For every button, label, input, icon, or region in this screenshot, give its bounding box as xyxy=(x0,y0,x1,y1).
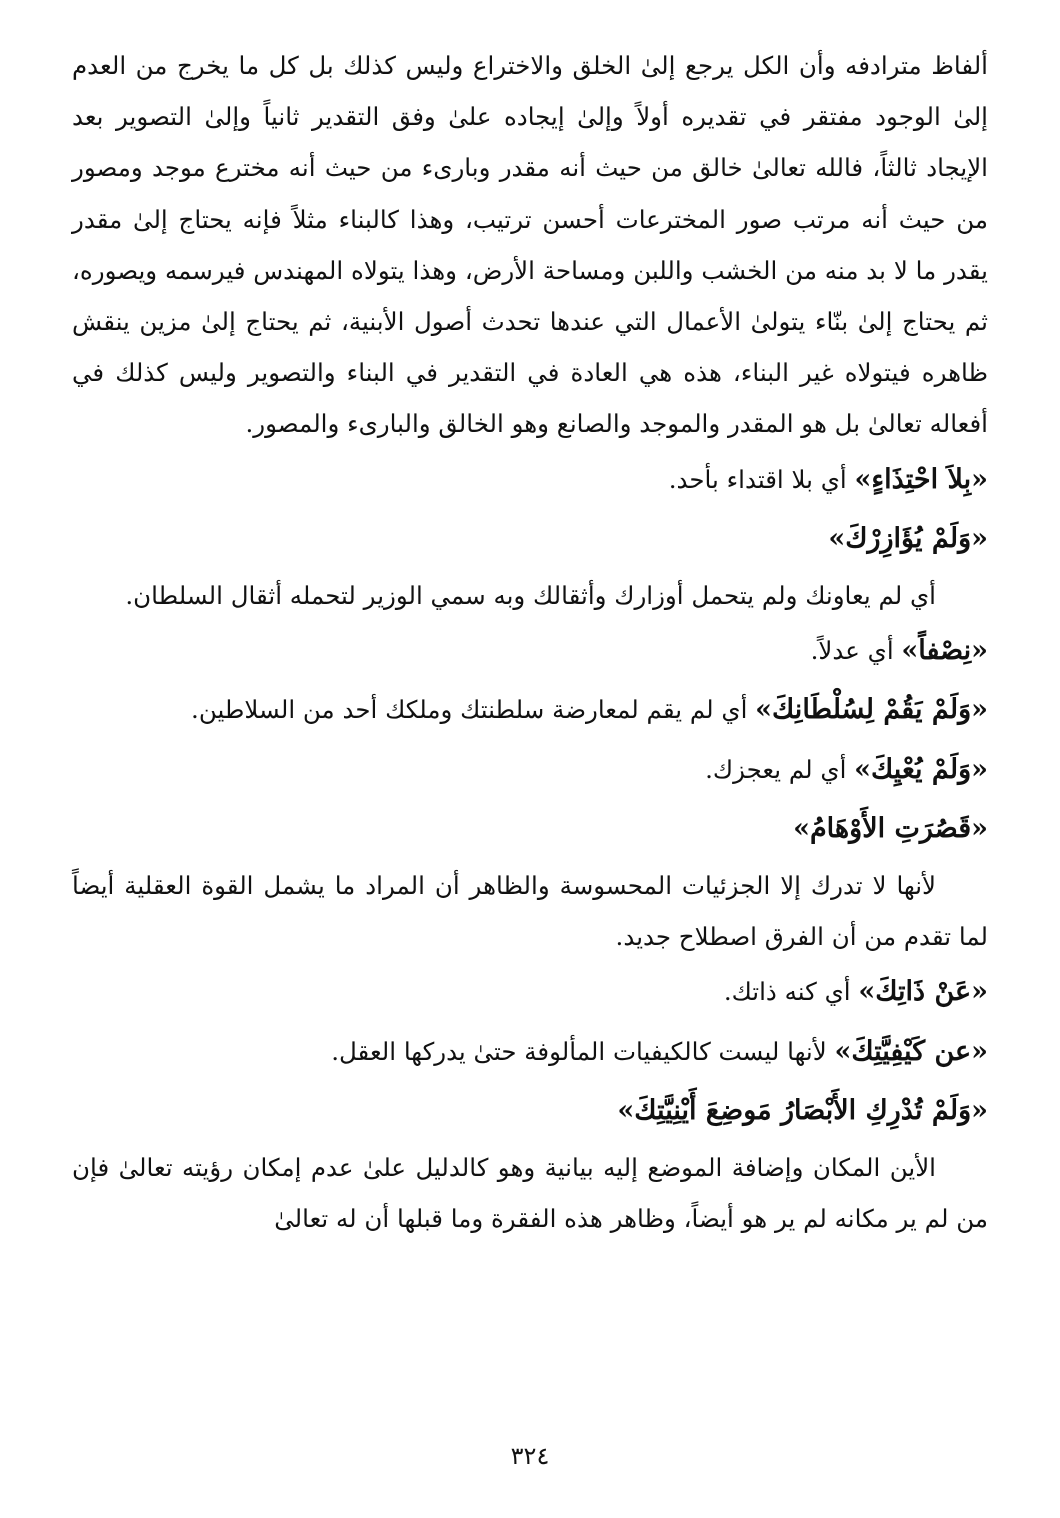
quoted-phrase: «قَصُرَتِ الأَوْهَامُ» xyxy=(793,812,988,844)
quoted-heading xyxy=(72,799,988,860)
gloss-text: أي عدلاً. xyxy=(810,636,902,666)
quoted-phrase: «نِصْفاً» xyxy=(901,635,988,667)
gloss-entry xyxy=(72,680,988,739)
gloss-text: أي لم يعجزك. xyxy=(705,754,855,784)
gloss-text: أي بلا اقتداء بأحد. xyxy=(668,464,855,494)
page-number: ٣٢٤ xyxy=(510,1442,550,1470)
quoted-phrase: «وَلَمْ يُعْيِكَ» xyxy=(854,753,988,785)
quoted-phrase: «عن كَيْفِيَّتِكَ» xyxy=(834,1035,988,1067)
quoted-phrase: «وَلَمْ يُؤَازِرْكَ» xyxy=(828,522,988,554)
quoted-phrase: «وَلَمْ تُدْرِكِ الأَبْصَارُ مَوضِعَ أَيْنِيَّتِكَ» xyxy=(617,1094,988,1126)
quoted-heading xyxy=(72,509,988,570)
gloss-entry xyxy=(72,1022,988,1081)
gloss-text: أي لم يقم لمعارضة سلطنتك وملكك أحد من السلاطين. xyxy=(191,695,756,725)
gloss-entry xyxy=(72,740,988,799)
gloss-entry xyxy=(72,621,988,680)
gloss-text: أي كنه ذاتك. xyxy=(723,977,859,1007)
quoted-phrase: «وَلَمْ يَقُمْ لِسُلْطَانِكَ» xyxy=(755,694,988,726)
commentary-paragraph: ألفاظ مترادفه وأن الكل يرجع إلىٰ الخلق والاختراع وليس كذلك بل كل ما يخرج من العدم إلىٰ الوجود مفتقر في تقديره أولاً وإلىٰ إيجاده علىٰ وفق التقدير ثانياً وإلىٰ التصوير بعد الإيجاد ثالثاً، فالله تعالىٰ خالق من حيث أنه مقدر وبارىء من حيث أنه مخترع موجد ومصور من حيث أنه مرتب صور المخترعات أحسن ترتيب، وهذا كالبناء مثلاً فإنه يحتاج إلىٰ مقدر يقدر ما لا بد منه من الخشب واللبن ومساحة الأرض، وهذا يتولاه المهندس فيرسمه ويصوره، ثم يحتاج إلىٰ بنّاء يتولىٰ الأعمال التي عندها تحدث أصول الأبنية، ثم يحتاج إلىٰ مزين ينقش ظاهره فيتولاه غير البناء، هذه هي العادة في التقدير في البناء والتصوير وليس كذلك في أفعاله تعالىٰ بل هو المقدر والموجد والصانع وهو الخالق والبارىء والمصور. xyxy=(72,51,988,439)
gloss-entry xyxy=(72,450,988,509)
commentary-paragraph: الأين المكان وإضافة الموضع إليه بيانية وهو كالدليل علىٰ عدم إمكان رؤيته تعالىٰ فإن من لم ير مكانه لم ير هو أيضاً، وظاهر هذه الفقرة وما قبلها أن له تعالىٰ xyxy=(72,1153,988,1234)
page-body-text xyxy=(72,40,988,1244)
gloss-text: لأنها ليست كالكيفيات المألوفة حتىٰ يدركها العقل. xyxy=(331,1036,835,1066)
gloss-entry xyxy=(72,962,988,1021)
quoted-phrase: «بِلاَ احْتِذَاءٍ» xyxy=(854,463,988,495)
commentary-paragraph: لأنها لا تدرك إلا الجزئيات المحسوسة والظاهر أن المراد ما يشمل القوة العقلية أيضاً لما تقدم من أن الفرق اصطلاح جديد. xyxy=(72,871,988,952)
quoted-phrase: «عَنْ ذَاتِكَ» xyxy=(858,976,988,1008)
commentary-paragraph: أي لم يعاونك ولم يتحمل أوزارك وأثقالك وبه سمي الوزير لتحمله أثقال السلطان. xyxy=(125,581,936,611)
quoted-heading xyxy=(72,1081,988,1142)
